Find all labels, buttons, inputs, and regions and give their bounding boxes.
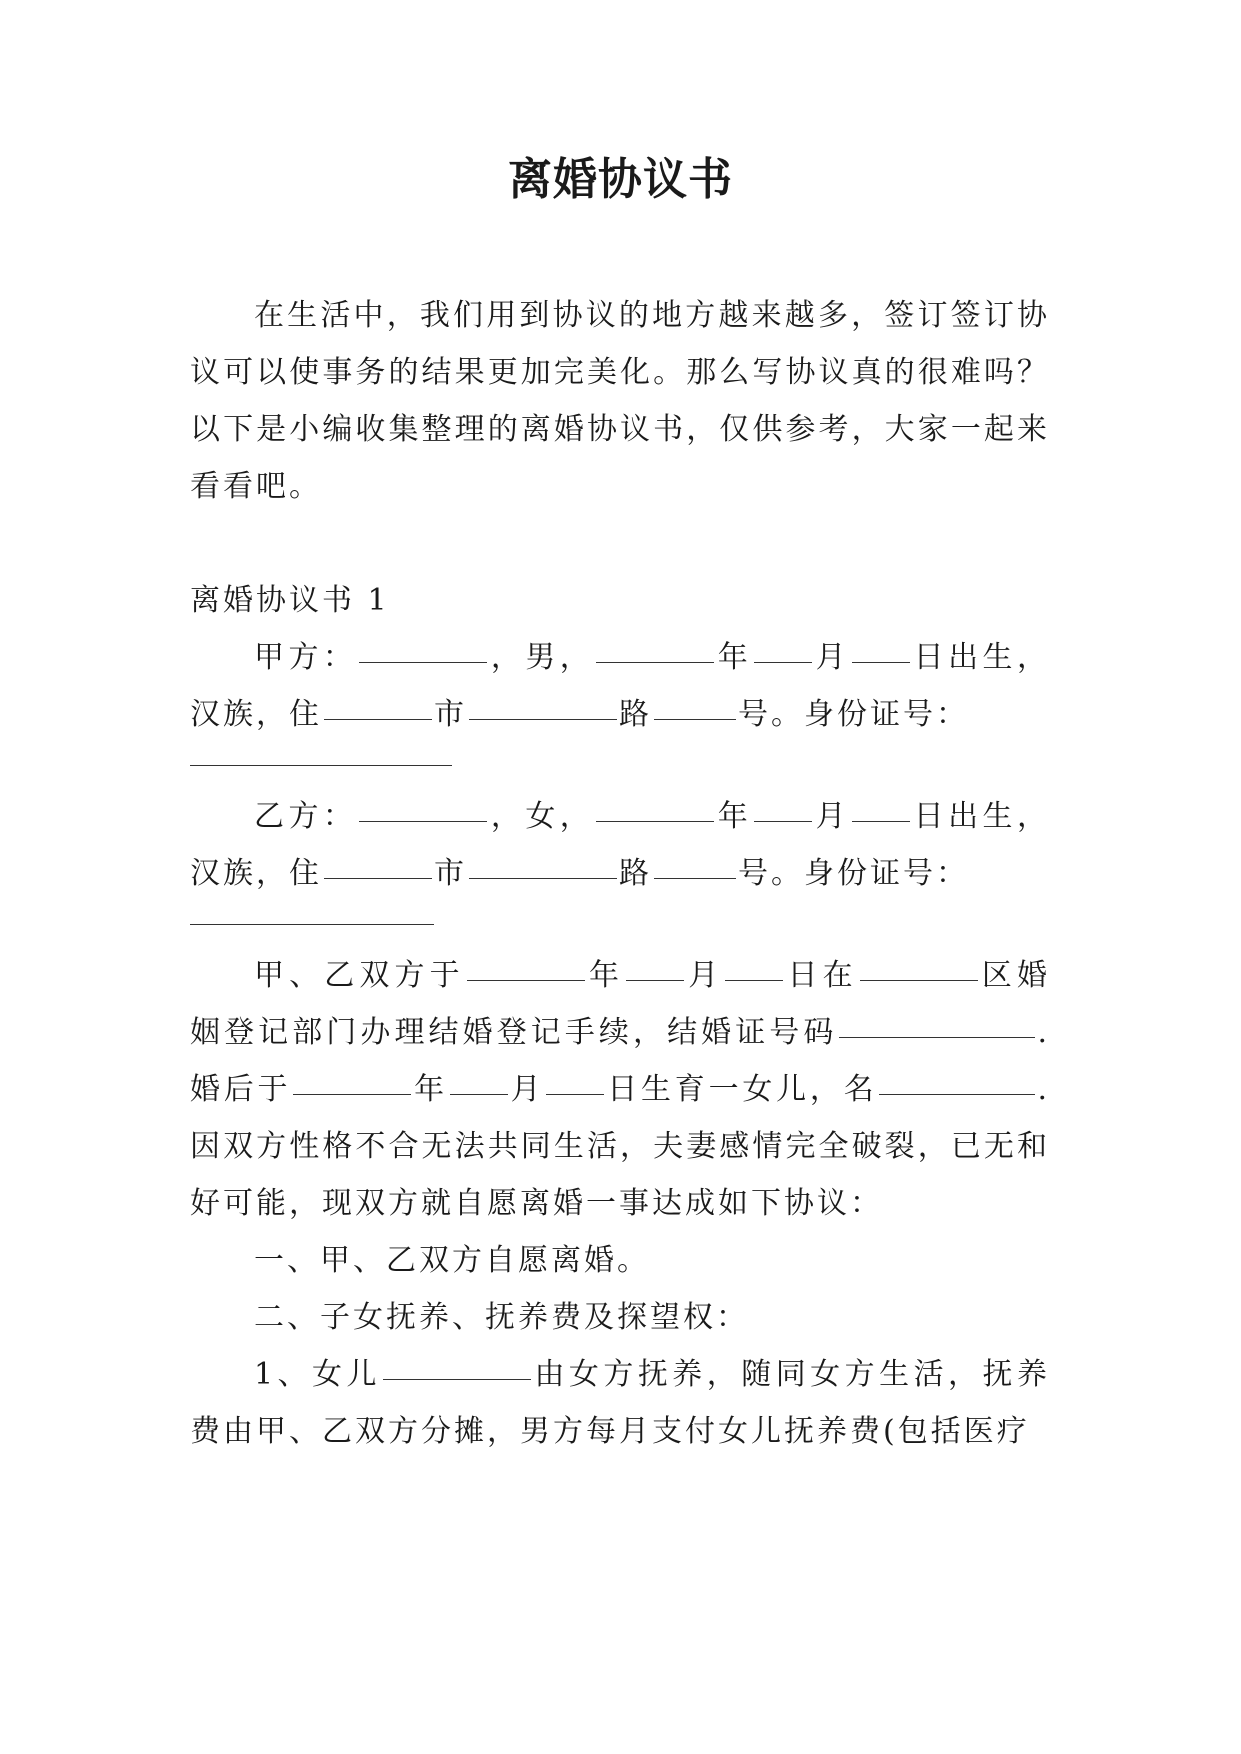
party-a-gender: ，男，: [489, 640, 595, 675]
marriage-district-blank: [860, 980, 978, 981]
intro-paragraph: 在生活中，我们用到协议的地方越来越多，签订签订协议可以使事务的结果更加完美化。那么写协议真的很难吗？以下是小编收集整理的离婚协议书，仅供参考，大家一起来看看吧。: [190, 298, 1050, 504]
marriage-year-label: 年: [586, 958, 625, 993]
party-a-year-blank: [596, 662, 714, 663]
party-a-name-blank: [359, 662, 487, 663]
party-b-month-label: 月: [814, 799, 851, 834]
clause-2-1-text: 由女方抚养，随同女方生活，抚养费由甲、乙双方分摊，男方每月支付女儿抚养费(包括医疗: [190, 1357, 1050, 1449]
marriage-registry-text: 区婚姻登记部门办理结婚登记手续，结婚证号码: [190, 958, 1051, 1050]
party-a-road-label: 路: [619, 697, 652, 732]
party-a-month-label: 月: [814, 640, 851, 675]
party-a-id-blank: [190, 765, 452, 766]
clause-2-1-prefix: 1、女儿: [254, 1357, 381, 1392]
party-b-paragraph: [190, 788, 1050, 902]
party-b-month-blank: [754, 821, 812, 822]
daughter-month-blank: [450, 1094, 508, 1095]
party-b-city-blank: [324, 878, 432, 879]
party-b-number-blank: [654, 878, 736, 879]
party-a-paragraph: [190, 629, 1050, 743]
party-a-label: 甲方：: [254, 640, 358, 675]
party-b-ethnicity: 汉族，住: [190, 856, 322, 891]
document-body: [190, 287, 1050, 1460]
party-b-city-label: 市: [434, 856, 467, 891]
marriage-month-label: 月: [686, 958, 724, 993]
party-b-year-label: 年: [716, 799, 753, 834]
clause-1: 一、甲、乙双方自愿离婚。: [254, 1243, 650, 1278]
marriage-month-blank: [626, 980, 684, 981]
marriage-day-label: 日在: [785, 958, 858, 993]
daughter-name-blank-2: [383, 1379, 531, 1380]
marriage-cert-blank: [839, 1037, 1035, 1038]
party-b-gender: ，女，: [489, 799, 595, 834]
marriage-paragraph: [190, 947, 1050, 1232]
party-b-road-blank: [469, 878, 617, 879]
party-a-ethnicity: 汉族，住: [190, 697, 322, 732]
party-b-name-blank: [359, 821, 487, 822]
party-b-road-label: 路: [619, 856, 652, 891]
party-b-label: 乙方：: [254, 799, 358, 834]
daughter-year-label: 年: [413, 1072, 448, 1107]
section-heading: 离婚协议书 1: [190, 583, 390, 618]
clause-2: 二、子女抚养、抚养费及探望权：: [254, 1300, 749, 1335]
party-a-day-blank: [852, 662, 910, 663]
party-a-city-blank: [324, 719, 432, 720]
daughter-name-blank: [879, 1094, 1035, 1095]
daughter-month-label: 月: [509, 1072, 545, 1107]
party-a-number-blank: [654, 719, 736, 720]
daughter-day-blank: [546, 1094, 604, 1095]
party-a-month-blank: [754, 662, 812, 663]
marriage-intro: 甲、乙双方于: [254, 958, 465, 993]
party-a-city-label: 市: [434, 697, 467, 732]
daughter-birth-text: 日生育一女儿，名: [606, 1072, 878, 1107]
party-b-year-blank: [596, 821, 714, 822]
party-a-id-label: 号。身份证号：: [738, 697, 969, 732]
party-b-id-blank: [190, 924, 434, 925]
party-b-birth-label: 日出生，: [912, 799, 1051, 834]
daughter-year-blank: [293, 1094, 411, 1095]
party-b-id-label: 号。身份证号：: [738, 856, 969, 891]
marriage-day-blank: [725, 980, 783, 981]
party-a-year-label: 年: [716, 640, 753, 675]
clause-2-1: [190, 1346, 1050, 1460]
party-b-day-blank: [852, 821, 910, 822]
party-a-birth-label: 日出生，: [912, 640, 1051, 675]
marriage-reason-text: . 因双方性格不合无法共同生活，夫妻感情完全破裂，已无和好可能，现双方就自愿离婚一事达成如下协议：: [190, 1072, 1051, 1221]
marriage-after-text: . 婚后于: [190, 1015, 1050, 1107]
document-title: 离婚协议书: [508, 154, 733, 205]
marriage-year-blank: [467, 980, 585, 981]
party-a-road-blank: [469, 719, 617, 720]
